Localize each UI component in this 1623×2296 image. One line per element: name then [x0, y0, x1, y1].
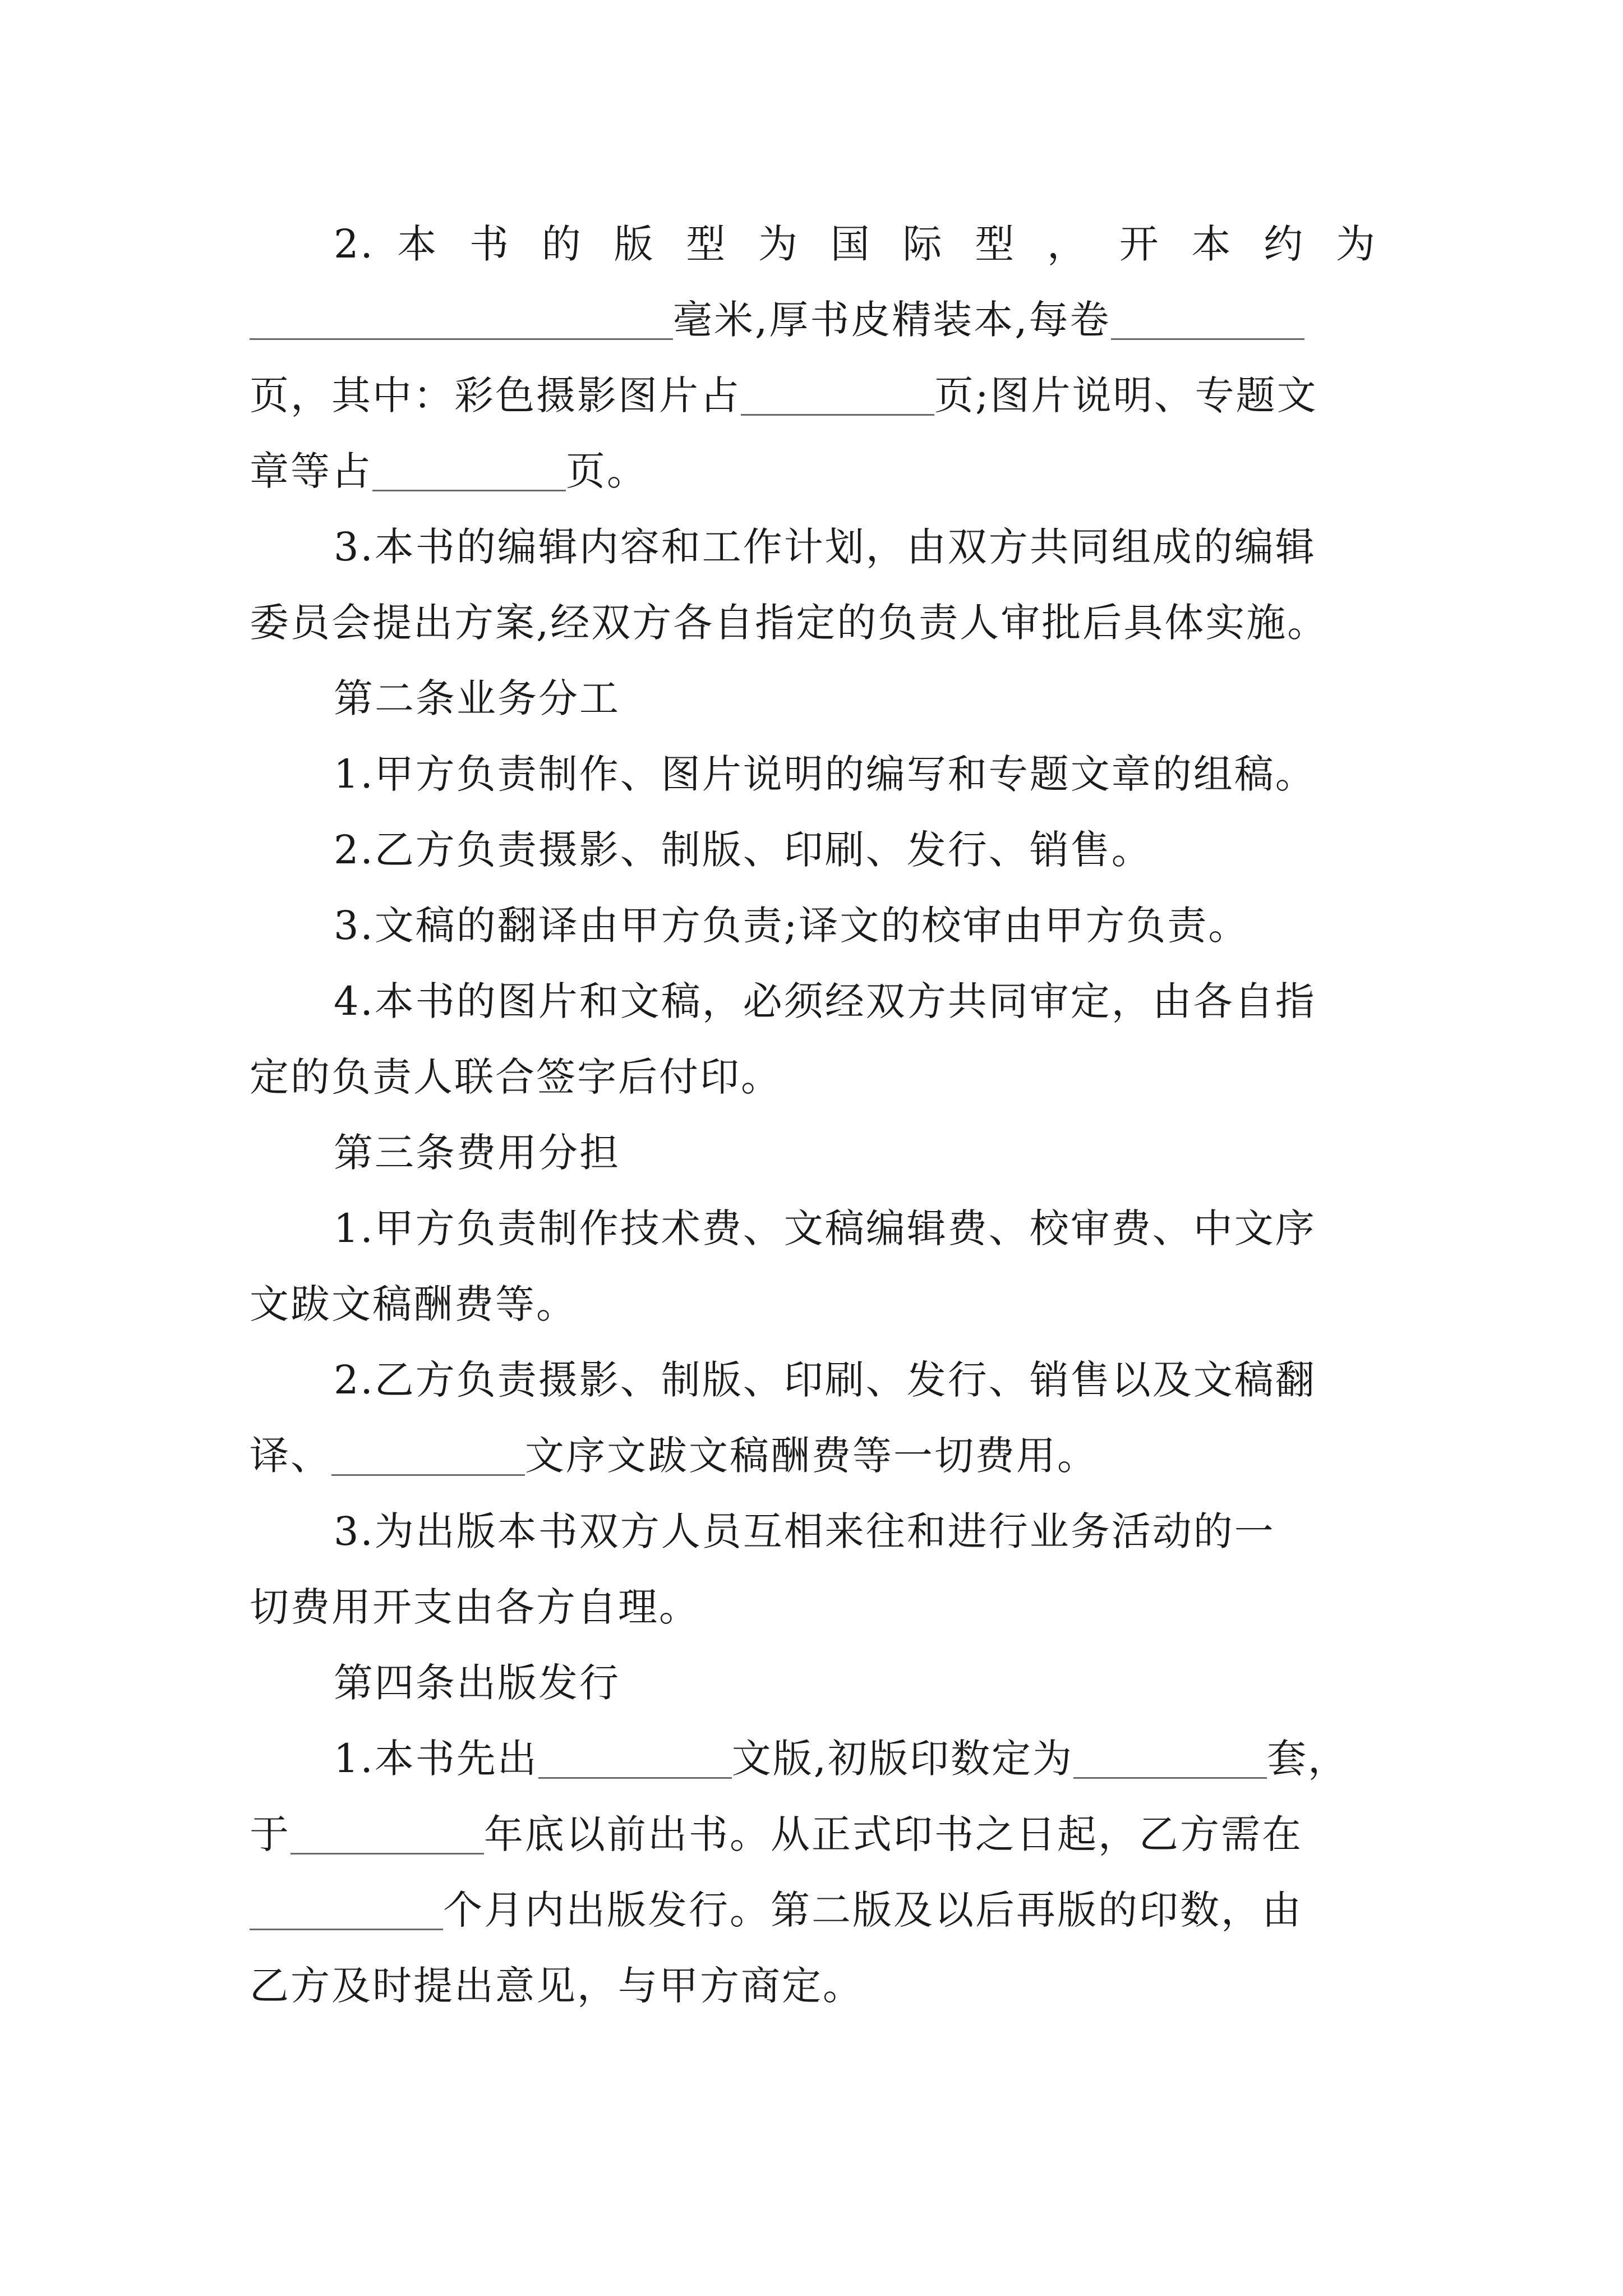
clause-1-2-line-3: 页，其中：彩色摄影图片占 页;图片说明、专题文: [250, 372, 1318, 418]
article-2-heading: 第二条业务分工: [334, 675, 620, 721]
clause-1-2-line-4: 章等占 页。: [250, 448, 648, 494]
fill-blank[interactable]: [1073, 1738, 1267, 1779]
fill-blank[interactable]: [538, 1738, 732, 1779]
fill-blank[interactable]: [291, 1814, 484, 1855]
clause-3-3-line-2: 切费用开支由各方自理。: [250, 1584, 700, 1630]
fill-blank[interactable]: [1111, 299, 1304, 340]
clause-3-1-line-2: 文跋文稿酬费等。: [250, 1281, 577, 1327]
clause-4-1-line-3: 个月内出版发行。第二版及以后再版的印数，由: [250, 1882, 1377, 1938]
clause-2-4-line-1: 4.本书的图片和文稿，必须经双方共同审定，由各自指: [334, 978, 1316, 1024]
clause-3-2-line-1: 2.乙方负责摄影、制版、印刷、发行、销售以及文稿翻: [334, 1357, 1316, 1403]
clause-2-2: 2.乙方负责摄影、制版、印刷、发行、销售。: [334, 827, 1152, 873]
clause-3-3-line-1: 3.为出版本书双方人员互相来往和进行业务活动的一: [334, 1508, 1275, 1554]
clause-1-3-line-1: 3.本书的编辑内容和工作计划，由双方共同组成的编辑: [334, 524, 1316, 570]
clause-2-3: 3.文稿的翻译由甲方负责;译文的校审由甲方负责。: [334, 903, 1249, 949]
fill-blank[interactable]: [250, 299, 673, 340]
article-3-heading: 第三条费用分担: [334, 1130, 620, 1176]
clause-3-2-line-2: 译、 文序文跋文稿酬费等一切费用。: [250, 1433, 1098, 1479]
clause-4-1-line-1: 1.本书先出 文版,初版印数定为 套，: [334, 1736, 1349, 1782]
fill-blank[interactable]: [372, 450, 566, 491]
clause-1-2-line-1: 2. 本 书 的 版 型 为 国 际 型 ， 开 本 约 为: [334, 221, 1377, 267]
clause-4-1-line-2: 于 年底以前出书。从正式印书之日起，乙方需在: [250, 1811, 1303, 1857]
fill-blank[interactable]: [741, 375, 934, 416]
clause-1-3-line-2: 委员会提出方案,经双方各自指定的负责人审批后具体实施。: [250, 600, 1329, 646]
fill-blank[interactable]: [331, 1435, 525, 1476]
clause-2-4-line-2: 定的负责人联合签字后付印。: [250, 1054, 782, 1100]
clause-1-2-line-2: 毫米,厚书皮精装本,每卷: [250, 292, 1377, 348]
clause-3-1-line-1: 1.甲方负责制作技术费、文稿编辑费、校审费、中文序: [334, 1205, 1316, 1251]
article-4-heading: 第四条出版发行: [334, 1660, 620, 1706]
fill-blank[interactable]: [250, 1889, 443, 1930]
clause-4-1-line-4: 乙方及时提出意见，与甲方商定。: [250, 1963, 864, 2009]
clause-2-1: 1.甲方负责制作、图片说明的编写和专题文章的组稿。: [334, 751, 1316, 797]
